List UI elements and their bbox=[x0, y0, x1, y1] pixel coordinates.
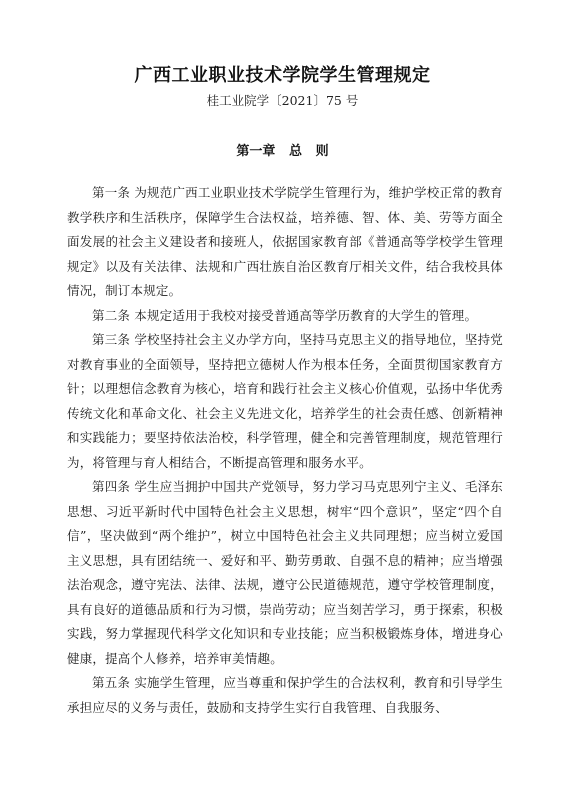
article-5: 第五条 实施学生管理，应当尊重和保护学生的合法权利，教育和引导学生承担应尽的义务与责任，鼓励和支持学生实行自我管理、自我服务、 bbox=[67, 675, 503, 715]
chapter-title: 第一章 总 则 bbox=[236, 144, 329, 159]
document-body bbox=[67, 181, 503, 720]
document-title: 广西工业职业技术学院学生管理规定 bbox=[134, 65, 431, 86]
article-1: 第一条 为规范广西工业职业技术学院学生管理行为，维护学校正常的教育教学秩序和生活秩序，保障学生合法权益，培养德、智、体、美、劳等方面全面发展的社会主义建设者和接班人，依据国家教育部《普通高等学校学生管理规定》以及有关法律、法规和广西壮族自治区教育厅相关文件，结合我校具体情况，制订本规定。 bbox=[67, 185, 503, 298]
document-number: 桂工业院学〔2021〕75 号 bbox=[206, 93, 359, 108]
article-2: 第二条 本规定适用于我校对接受普通高等学历教育的大学生的管理。 bbox=[92, 307, 478, 323]
article-4: 第四条 学生应当拥护中国共产党领导，努力学习马克思列宁主义、毛泽东思想、习近平新时代中国特色社会主义思想，树牢“四个意识”，坚定“四个自信”，坚决做到“两个维护”，树立中国特色社会主义共同理想；应当树立爱国主义思想，具有团结统一、爱好和平、勤劳勇敢、自强不息的精神；应当增强法治观念，遵守宪法、法律、法规，遵守公民道德规范，遵守学校管理制度，具有良好的道德品质和行为习惯，崇尚劳动；应当刻苦学习，勇于探索，积极实践，努力掌握现代科学文化知识和专业技能；应当积极锻炼身体，增进身心健康，提高个人修养，培养审美情趣。 bbox=[67, 479, 503, 666]
article-3: 第三条 学校坚持社会主义办学方向，坚持马克思主义的指导地位，坚持党对教育事业的全面领导，坚持把立德树人作为根本任务，全面贯彻国家教育方针；以理想信念教育为核心，培育和践行社会主义核心价值观，弘扬中华优秀传统文化和革命文化、社会主义先进文化，培养学生的社会责任感、创新精神和实践能力；要坚持依法治校，科学管理，健全和完善管理制度，规范管理行为，将管理与育人相结合，不断提高管理和服务水平。 bbox=[67, 332, 503, 470]
